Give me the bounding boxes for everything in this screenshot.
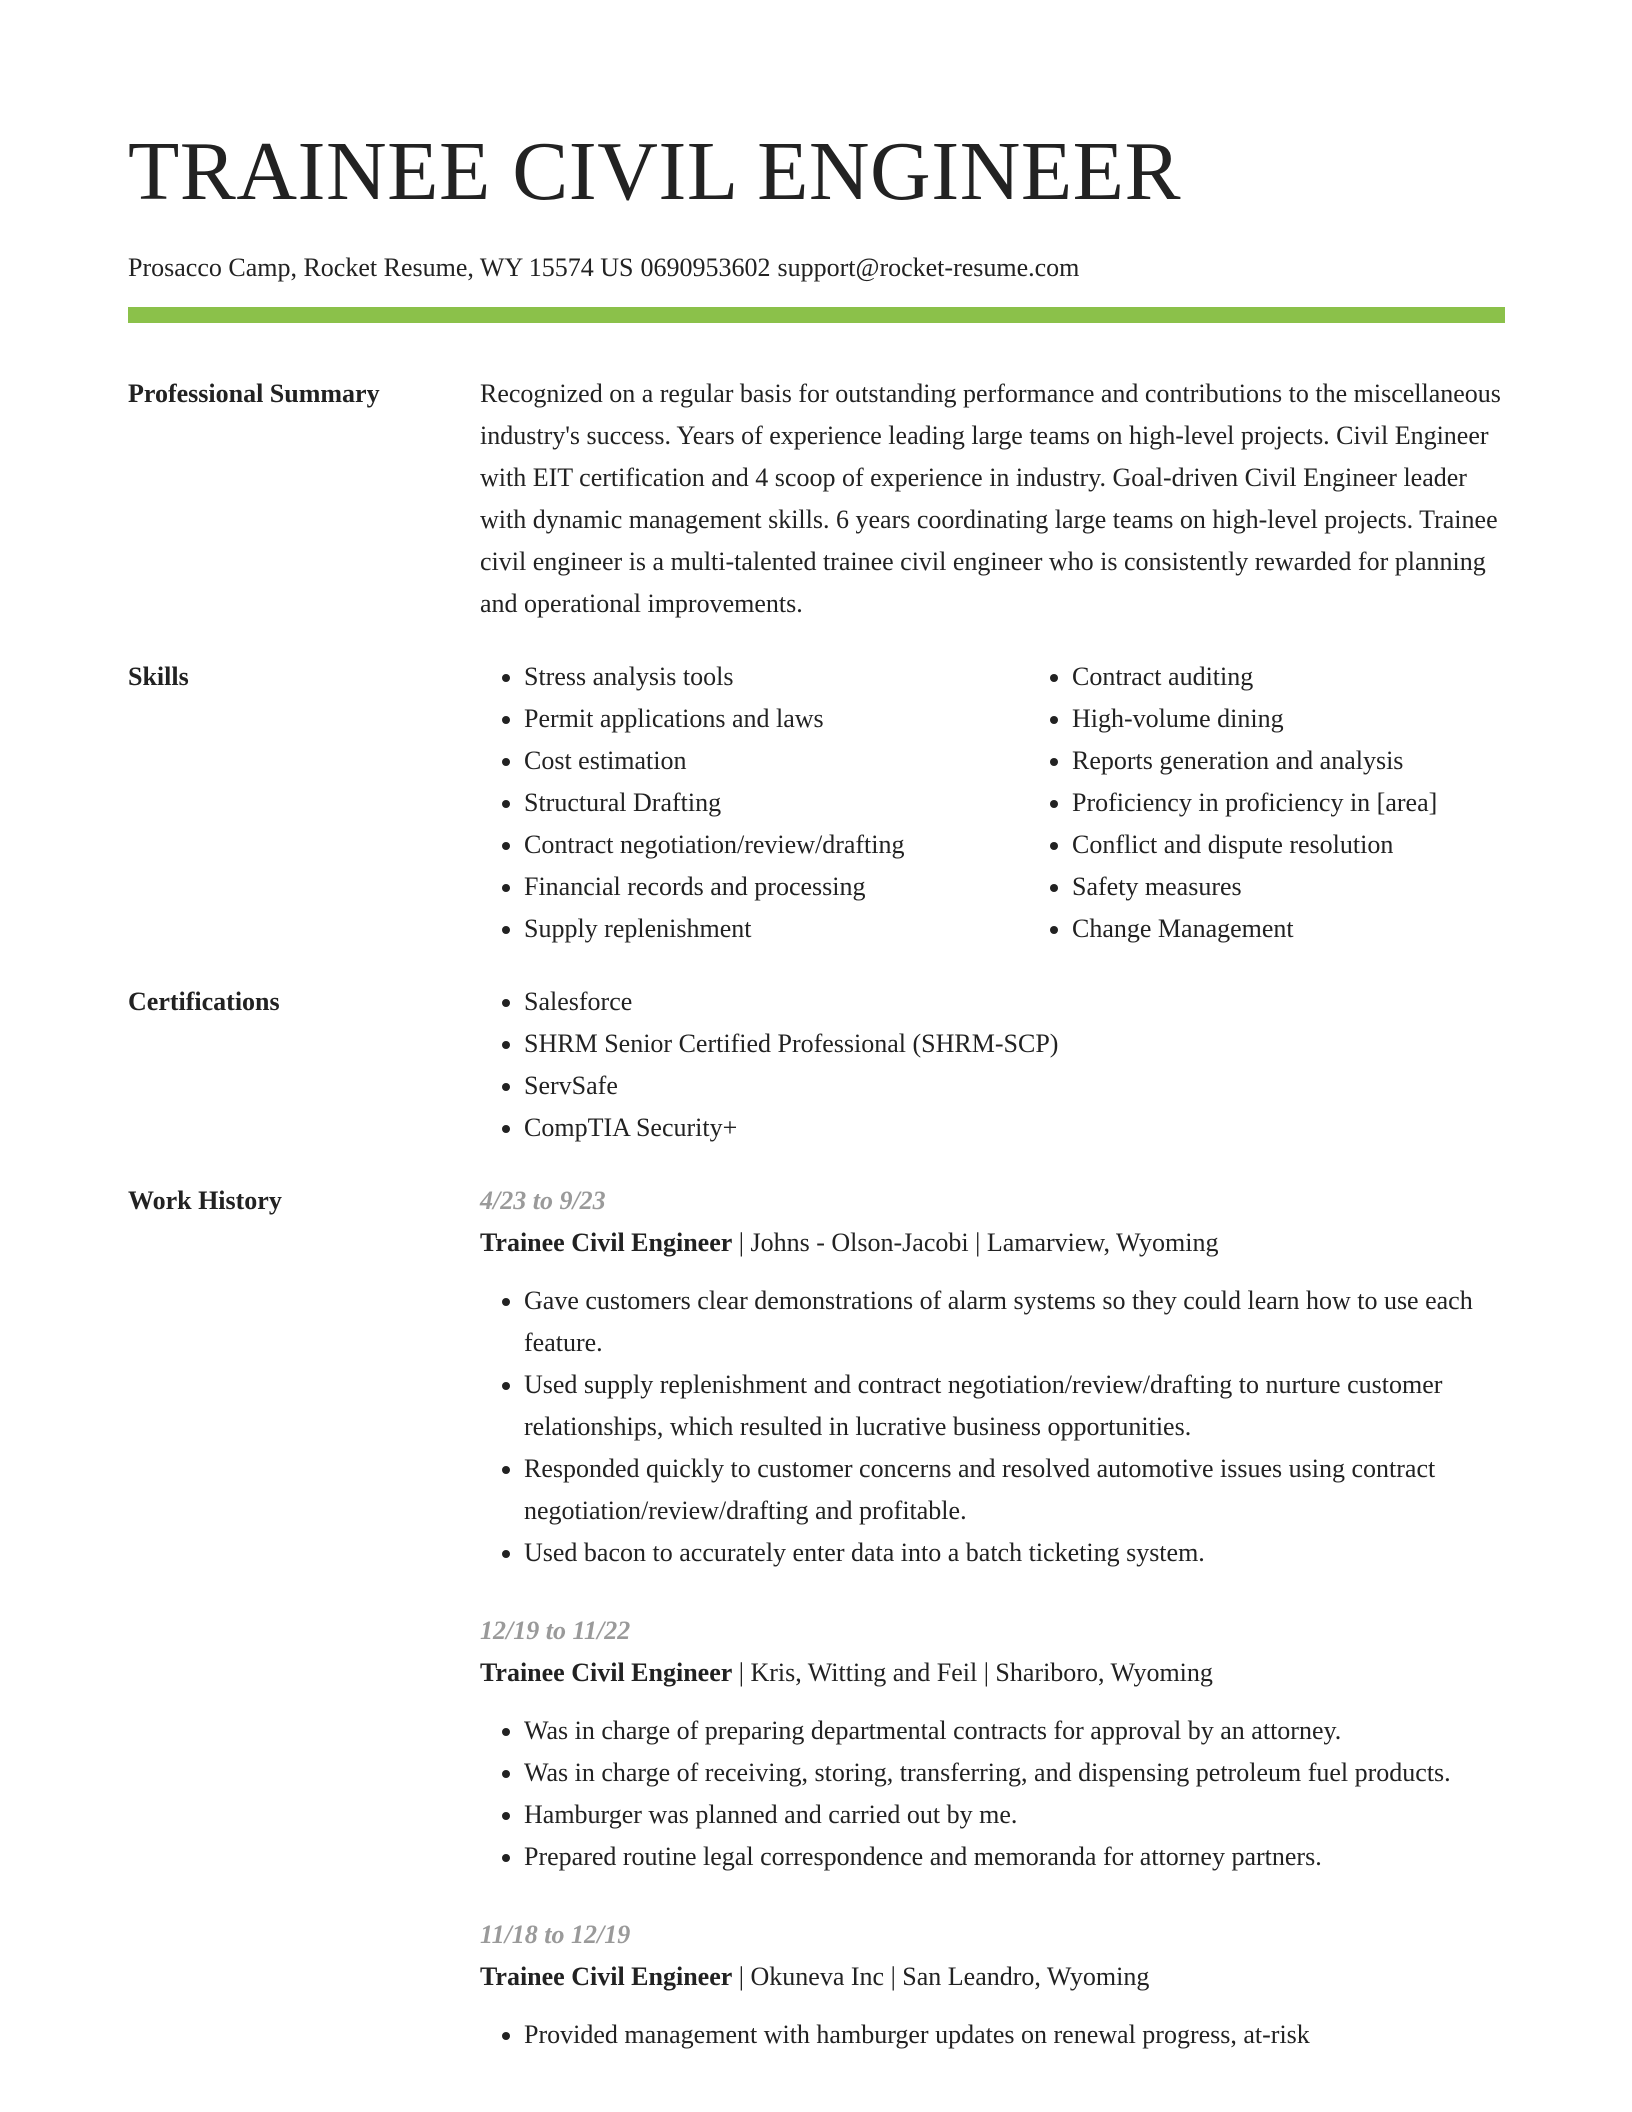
- skill-item: • Reports generation and analysis: [1072, 740, 1437, 782]
- skill-item: • Contract auditing: [1072, 656, 1437, 698]
- job-bullets: [480, 1710, 1505, 1878]
- header-divider: [128, 307, 1505, 323]
- summary-text: Recognized on a regular basis for outstanding performance and contributions to the miscellaneous industry's success. Years of experience leading large teams on high-level projects. Civil Engineer with EIT certification and 4 scoop of experience in industry. Goal-driven Civil Engineer leader with dynamic management skills. 6 years coordinating large teams on high-level projects. Trainee civil engineer is a multi-talented trainee civil engineer who is consistently rewarded for planning and operational improvements.: [480, 379, 1501, 618]
- job-bullet: • Was in charge of preparing departmental contracts for approval by an attorney.: [524, 1710, 1505, 1752]
- job-title: Trainee Civil Engineer: [480, 1658, 733, 1687]
- job-separator: |: [975, 1228, 981, 1257]
- job-separator: |: [983, 1658, 989, 1687]
- contact-email: support@rocket-resume.com: [777, 253, 1080, 282]
- skill-item: • Financial records and processing: [524, 866, 1028, 908]
- work-history-section: [128, 1180, 1505, 2056]
- job-location: Lamarview, Wyoming: [986, 1228, 1219, 1257]
- resume-page: [128, 0, 1505, 2056]
- job-bullet: • Used supply replenishment and contract negotiation/review/drafting to nurture customer relationships, which resulted in lucrative business opportunities.: [524, 1364, 1505, 1448]
- summary-heading: Professional Summary: [128, 379, 380, 408]
- summary-body: [480, 373, 1505, 625]
- work-history-body: [480, 1180, 1505, 2056]
- job-company: Okuneva Inc: [750, 1962, 885, 1991]
- candidate-name: TRAINEE CIVIL ENGINEER: [128, 125, 1182, 218]
- certifications-body: [480, 981, 1505, 1149]
- skill-item: • Proficiency in proficiency in [area]: [1072, 782, 1437, 824]
- job-bullets: [480, 1280, 1505, 1574]
- job-dates: 11/18 to 12/19: [480, 1920, 631, 1949]
- certifications-section: [128, 981, 1505, 1149]
- job-bullet: • Provided management with hamburger updates on renewal progress, at-risk: [524, 2014, 1505, 2056]
- skill-item: • Supply replenishment: [524, 908, 1028, 950]
- skill-item: • Structural Drafting: [524, 782, 1028, 824]
- skill-item: • Safety measures: [1072, 866, 1437, 908]
- job-bullet: • Used bacon to accurately enter data into a batch ticketing system.: [524, 1532, 1505, 1574]
- skills-section: [128, 656, 1505, 950]
- job-entry: [480, 1610, 1505, 1878]
- job-title: Trainee Civil Engineer: [480, 1228, 733, 1257]
- job-entry: [480, 1180, 1505, 1574]
- certifications-list: [480, 981, 1505, 1149]
- skill-item: • Stress analysis tools: [524, 656, 1028, 698]
- job-location: San Leandro, Wyoming: [902, 1962, 1150, 1991]
- job-separator: |: [738, 1228, 744, 1257]
- job-bullet: • Responded quickly to customer concerns and resolved automotive issues using contract negotiation/review/drafting and profitable.: [524, 1448, 1505, 1532]
- work-history-heading: Work History: [128, 1186, 282, 1215]
- job-heading: [480, 1956, 1505, 1998]
- job-title: Trainee Civil Engineer: [480, 1962, 733, 1991]
- skills-list-left: [480, 656, 1028, 950]
- job-separator: |: [738, 1962, 744, 1991]
- job-dates: 4/23 to 9/23: [480, 1186, 606, 1215]
- skills-body: [480, 656, 1505, 950]
- skills-heading: Skills: [128, 662, 189, 691]
- skill-item: • Cost estimation: [524, 740, 1028, 782]
- certification-item: • SHRM Senior Certified Professional (SHRM-SCP): [524, 1023, 1505, 1065]
- summary-section: [128, 373, 1505, 625]
- job-bullet: • Was in charge of receiving, storing, transferring, and dispensing petroleum fuel products.: [524, 1752, 1505, 1794]
- job-entry: [480, 1914, 1505, 2056]
- job-bullets: [480, 2014, 1505, 2056]
- skill-item: • High-volume dining: [1072, 698, 1437, 740]
- job-bullet: • Hamburger was planned and carried out by me.: [524, 1794, 1505, 1836]
- job-separator: |: [890, 1962, 896, 1991]
- resume-sections: [128, 373, 1505, 2056]
- job-location: Shariboro, Wyoming: [995, 1658, 1213, 1687]
- certifications-heading: Certifications: [128, 987, 280, 1016]
- job-company: Kris, Witting and Feil: [750, 1658, 978, 1687]
- job-bullet: • Gave customers clear demonstrations of alarm systems so they could learn how to use each feature.: [524, 1280, 1505, 1364]
- job-heading: [480, 1222, 1505, 1264]
- job-heading: [480, 1652, 1505, 1694]
- certification-item: • ServSafe: [524, 1065, 1505, 1107]
- job-company: Johns - Olson-Jacobi: [750, 1228, 969, 1257]
- contact-line: [128, 252, 1505, 284]
- contact-phone: 0690953602: [640, 253, 771, 282]
- skill-item: • Conflict and dispute resolution: [1072, 824, 1437, 866]
- certification-item: • CompTIA Security+: [524, 1107, 1505, 1149]
- contact-address: Prosacco Camp, Rocket Resume, WY 15574 US: [128, 253, 634, 282]
- job-dates: 12/19 to 11/22: [480, 1616, 631, 1645]
- skill-item: • Permit applications and laws: [524, 698, 1028, 740]
- certification-item: • Salesforce: [524, 981, 1505, 1023]
- skill-item: • Contract negotiation/review/drafting: [524, 824, 1028, 866]
- job-bullet: • Prepared routine legal correspondence and memoranda for attorney partners.: [524, 1836, 1505, 1878]
- skill-item: • Change Management: [1072, 908, 1437, 950]
- skills-list-right: [1028, 656, 1437, 950]
- job-separator: |: [738, 1658, 744, 1687]
